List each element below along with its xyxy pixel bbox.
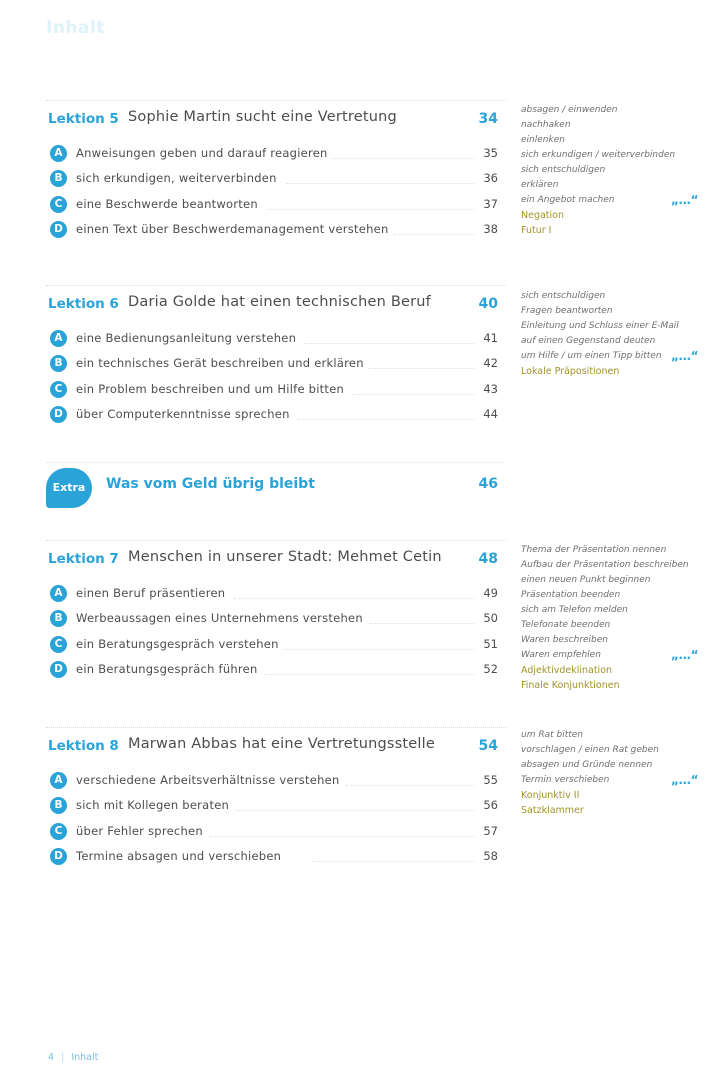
topic-text: einen Beruf präsentieren bbox=[76, 586, 226, 600]
topic-letter-badge: A bbox=[50, 145, 67, 162]
communication-item: Einleitung und Schluss einer E-Mail bbox=[521, 321, 679, 331]
topic-text: eine Bedienungsanleitung verstehen bbox=[76, 331, 297, 345]
topic-letter-badge: D bbox=[50, 661, 67, 678]
topic-letter-badge: A bbox=[50, 330, 67, 347]
topic-letter-badge: C bbox=[50, 196, 67, 213]
lesson-header[interactable] bbox=[46, 727, 506, 762]
dot-leader bbox=[268, 209, 476, 210]
topic-text: ein Problem beschreiben und um Hilfe bitten bbox=[76, 381, 345, 396]
topic-page: 52 bbox=[483, 662, 498, 677]
dot-leader bbox=[264, 674, 476, 675]
lesson-title: Menschen in unserer Stadt: Mehmet Cetin bbox=[128, 549, 442, 565]
communication-item-text: ein Angebot machen bbox=[521, 195, 615, 205]
extra-badge: Extra bbox=[46, 468, 92, 508]
topic-text: Termine absagen und verschieben bbox=[76, 849, 282, 864]
topic-row[interactable] bbox=[46, 143, 506, 168]
communication-item: Telefonate beenden bbox=[521, 620, 611, 630]
topic-text: über Computerkenntnisse sprechen bbox=[76, 407, 290, 422]
grammar-item: Lokale Präpositionen bbox=[521, 366, 620, 377]
extra-title: Was vom Geld übrig bleibt bbox=[106, 476, 315, 492]
communication-item: absagen / einwenden bbox=[521, 105, 618, 115]
grammar-item: Negation bbox=[521, 210, 565, 221]
lesson-title: Daria Golde hat einen technischen Beruf bbox=[128, 294, 431, 310]
dot-leader bbox=[346, 785, 476, 786]
communication-item: sich entschuldigen bbox=[521, 291, 606, 301]
communication-item: Aufbau der Präsentation beschreiben bbox=[521, 560, 689, 570]
topic-page: 55 bbox=[483, 773, 498, 787]
dot-leader bbox=[298, 419, 476, 420]
communication-item bbox=[521, 648, 711, 663]
lesson-page: 54 bbox=[478, 738, 498, 754]
topic-letter-badge: A bbox=[50, 772, 67, 789]
footer-page-number: 4 bbox=[48, 1052, 55, 1063]
topic-row[interactable] bbox=[46, 404, 506, 429]
topic-row[interactable] bbox=[46, 634, 506, 659]
communication-item: einlenken bbox=[521, 135, 565, 145]
topic-row[interactable] bbox=[46, 795, 506, 820]
dot-leader bbox=[304, 343, 476, 344]
dot-leader bbox=[394, 234, 476, 235]
lesson-page: 48 bbox=[478, 551, 498, 567]
grammar-item: Finale Konjunktionen bbox=[521, 680, 620, 691]
communication-item: um Rat bitten bbox=[521, 730, 584, 740]
communication-item: absagen und Gründe nennen bbox=[521, 760, 653, 770]
dot-leader bbox=[234, 598, 476, 599]
lesson-number: Lektion 8 bbox=[48, 738, 119, 754]
footer-label: Inhalt bbox=[71, 1052, 99, 1063]
communication-item bbox=[521, 773, 711, 788]
topic-row[interactable] bbox=[46, 168, 506, 193]
topic-page: 57 bbox=[483, 823, 498, 838]
lesson-number: Lektion 5 bbox=[48, 111, 119, 127]
topic-row[interactable] bbox=[46, 659, 506, 684]
communication-item: nachhaken bbox=[521, 120, 571, 130]
topic-row[interactable] bbox=[46, 194, 506, 219]
communication-item-text: Waren empfehlen bbox=[521, 650, 601, 660]
grammar-item: Futur I bbox=[521, 225, 552, 236]
topic-text: sich erkundigen, weiterverbinden bbox=[76, 171, 277, 186]
topic-row[interactable] bbox=[46, 219, 506, 244]
lesson-6-sidebar bbox=[521, 289, 711, 379]
grammar-item: Satzklammer bbox=[521, 805, 584, 816]
communication-item: sich erkundigen / weiterverbinden bbox=[521, 150, 676, 160]
communication-item: auf einen Gegenstand deuten bbox=[521, 336, 656, 346]
topic-text: eine Beschwerde beantworten bbox=[76, 196, 258, 211]
dot-leader bbox=[352, 394, 476, 395]
quote-marks-icon: „...“ bbox=[671, 648, 698, 662]
quote-marks-icon: „...“ bbox=[671, 193, 698, 207]
topic-letter-badge: B bbox=[50, 170, 67, 187]
topic-row[interactable] bbox=[46, 846, 506, 871]
topic-row[interactable] bbox=[46, 770, 506, 795]
dot-leader bbox=[368, 368, 476, 369]
lesson-6 bbox=[46, 285, 506, 430]
lesson-7 bbox=[46, 540, 506, 685]
topic-row[interactable] bbox=[46, 328, 506, 353]
dot-leader bbox=[332, 158, 476, 159]
communication-item: sich entschuldigen bbox=[521, 165, 606, 175]
grammar-item: Konjunktiv II bbox=[521, 790, 580, 801]
page-footer bbox=[48, 1052, 98, 1063]
topic-text: einen Text über Beschwerdemanagement verstehen bbox=[76, 222, 389, 237]
dot-leader bbox=[210, 836, 476, 837]
topic-text: über Fehler sprechen bbox=[76, 823, 203, 838]
topic-text: verschiedene Arbeitsverhältnisse verstehen bbox=[76, 773, 340, 787]
topic-letter-badge: C bbox=[50, 823, 67, 840]
topic-row[interactable] bbox=[46, 821, 506, 846]
communication-item-text: um Hilfe / um einen Tipp bitten bbox=[521, 351, 662, 361]
topic-text: ein technisches Gerät beschreiben und erklären bbox=[76, 356, 364, 371]
communication-item: vorschlagen / einen Rat geben bbox=[521, 745, 659, 755]
lesson-header[interactable] bbox=[46, 540, 506, 575]
dot-leader bbox=[284, 649, 476, 650]
topic-letter-badge: D bbox=[50, 221, 67, 238]
topic-letter-badge: B bbox=[50, 610, 67, 627]
extra-page: 46 bbox=[478, 476, 498, 492]
quote-marks-icon: „...“ bbox=[671, 349, 698, 363]
footer-separator: | bbox=[61, 1052, 65, 1063]
communication-item-text: Termin verschieben bbox=[521, 775, 610, 785]
topic-row[interactable] bbox=[46, 608, 506, 633]
topic-page: 43 bbox=[483, 381, 498, 396]
topic-text: ein Beratungsgespräch führen bbox=[76, 662, 258, 677]
topic-page: 49 bbox=[483, 586, 498, 600]
header-band bbox=[0, 0, 726, 62]
dot-leader bbox=[286, 183, 476, 184]
topic-text: sich mit Kollegen beraten bbox=[76, 798, 230, 813]
topic-row[interactable] bbox=[46, 583, 506, 608]
topic-page: 42 bbox=[483, 356, 498, 371]
topic-letter-badge: C bbox=[50, 636, 67, 653]
communication-item bbox=[521, 193, 711, 208]
lesson-5-sidebar bbox=[521, 103, 711, 238]
lesson-number: Lektion 6 bbox=[48, 296, 119, 312]
lesson-header[interactable] bbox=[46, 100, 506, 135]
lesson-title: Sophie Martin sucht eine Vertretung bbox=[128, 109, 397, 125]
topic-row[interactable] bbox=[46, 379, 506, 404]
topic-page: 38 bbox=[483, 222, 498, 237]
grammar-item: Adjektivdeklination bbox=[521, 665, 613, 676]
topic-page: 44 bbox=[483, 407, 498, 422]
topic-page: 37 bbox=[483, 196, 498, 211]
communication-item: Präsentation beenden bbox=[521, 590, 621, 600]
communication-item: sich am Telefon melden bbox=[521, 605, 628, 615]
communication-item bbox=[521, 349, 711, 364]
topic-letter-badge: D bbox=[50, 406, 67, 423]
topic-page: 35 bbox=[483, 146, 498, 160]
topic-text: Werbeaussagen eines Unternehmens verstehen bbox=[76, 611, 363, 626]
lesson-page: 40 bbox=[478, 296, 498, 312]
communication-item: Thema der Präsentation nennen bbox=[521, 545, 667, 555]
topic-letter-badge: D bbox=[50, 848, 67, 865]
topic-letter-badge: B bbox=[50, 797, 67, 814]
dot-leader bbox=[312, 861, 476, 862]
quote-marks-icon: „...“ bbox=[671, 773, 698, 787]
lesson-8-sidebar bbox=[521, 728, 711, 818]
topic-text: Anweisungen geben und darauf reagieren bbox=[76, 146, 328, 160]
topic-letter-badge: C bbox=[50, 381, 67, 398]
communication-item: Waren beschreiben bbox=[521, 635, 609, 645]
topic-page: 51 bbox=[483, 636, 498, 651]
lesson-header[interactable] bbox=[46, 285, 506, 320]
topic-page: 56 bbox=[483, 798, 498, 813]
topic-page: 36 bbox=[483, 171, 498, 186]
dot-leader bbox=[236, 810, 476, 811]
lesson-8 bbox=[46, 727, 506, 872]
extra-section[interactable] bbox=[46, 462, 506, 511]
communication-item: Fragen beantworten bbox=[521, 306, 613, 316]
lesson-7-sidebar bbox=[521, 543, 711, 693]
topic-row[interactable] bbox=[46, 353, 506, 378]
lesson-5 bbox=[46, 100, 506, 245]
topic-letter-badge: A bbox=[50, 585, 67, 602]
topic-page: 41 bbox=[483, 331, 498, 345]
topic-page: 50 bbox=[483, 611, 498, 626]
lesson-number: Lektion 7 bbox=[48, 551, 119, 567]
topic-letter-badge: B bbox=[50, 355, 67, 372]
lesson-title: Marwan Abbas hat eine Vertretungsstelle bbox=[128, 736, 436, 752]
page-heading: Inhalt bbox=[46, 18, 105, 38]
dot-leader bbox=[370, 623, 476, 624]
lesson-page: 34 bbox=[478, 111, 498, 127]
topic-text: ein Beratungsgespräch verstehen bbox=[76, 636, 279, 651]
communication-item: einen neuen Punkt beginnen bbox=[521, 575, 651, 585]
communication-item: erklären bbox=[521, 180, 559, 190]
topic-page: 58 bbox=[483, 849, 498, 864]
